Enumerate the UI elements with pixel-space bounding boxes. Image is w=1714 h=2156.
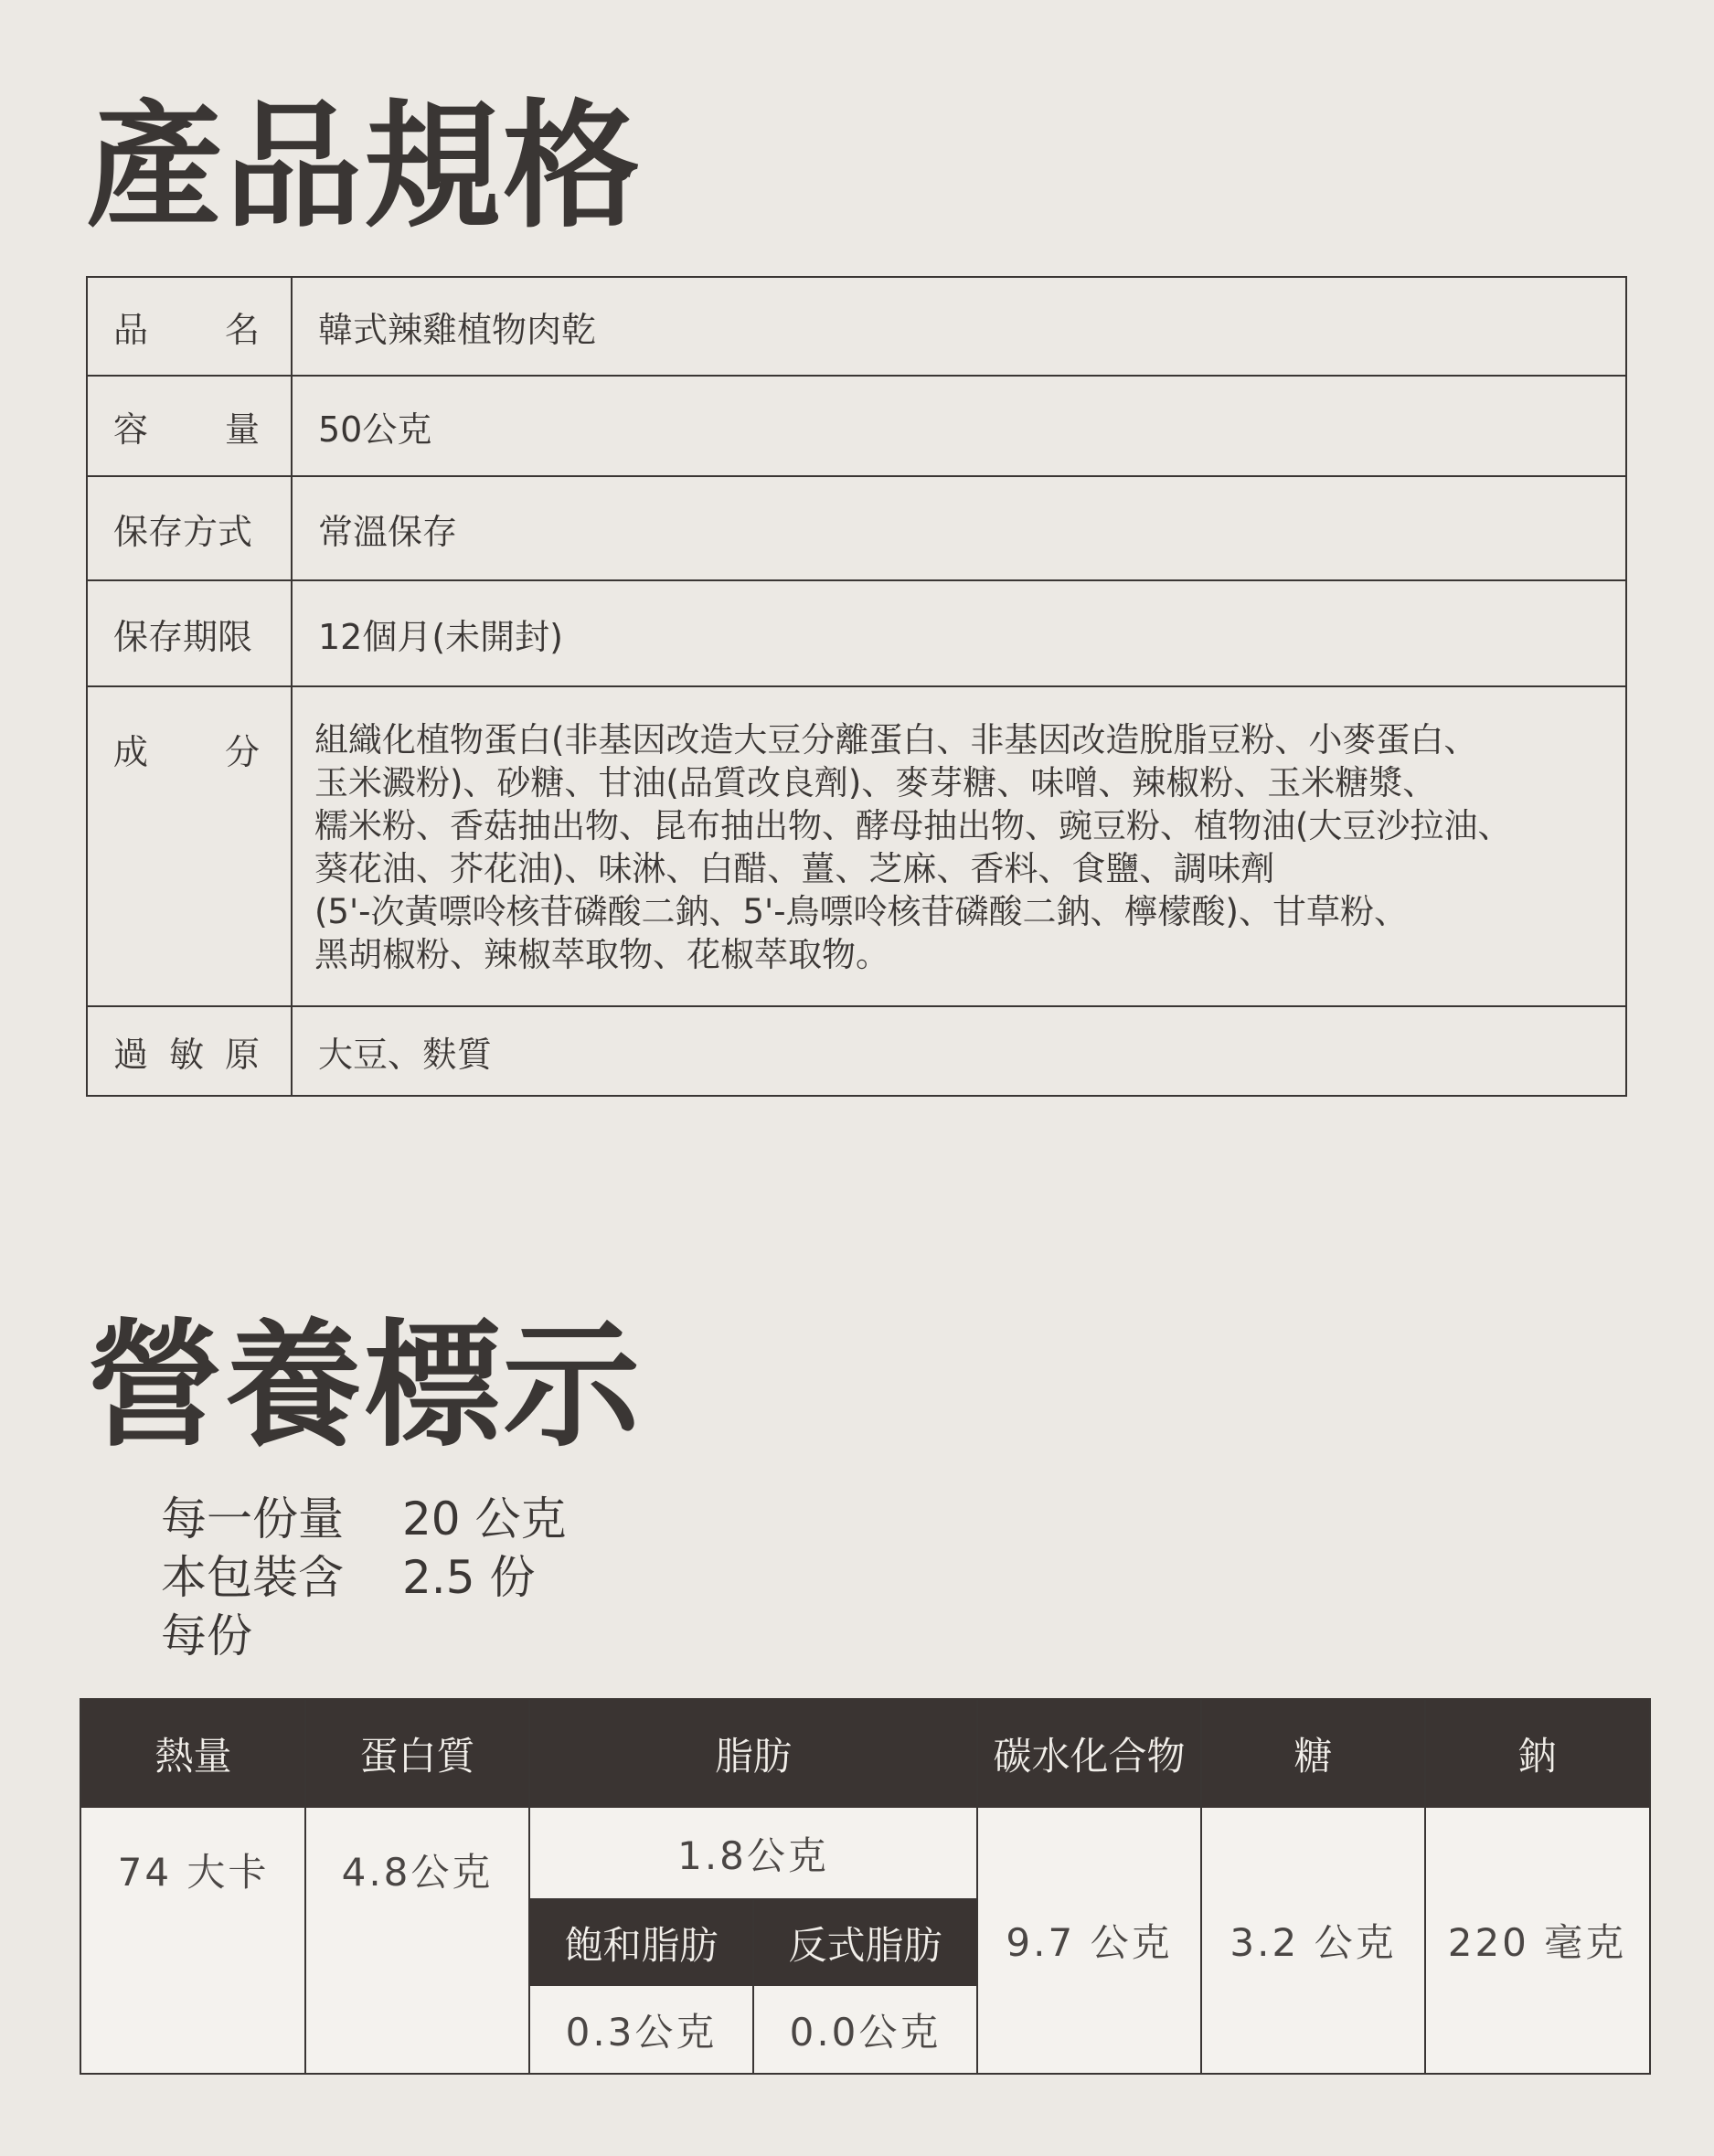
- ingredients-line: (5'-次黃嘌呤核苷磷酸二鈉、5'-鳥嘌呤核苷磷酸二鈉、檸檬酸)、甘草粉、: [314, 892, 1408, 931]
- value-saturated-fat: 0.3公克: [565, 2009, 718, 2055]
- spec-row-ingredients: [88, 685, 1625, 1005]
- spec-label-char: 分: [224, 732, 260, 772]
- spec-label-char: 敏: [168, 1034, 204, 1075]
- serving-key: 本包裝含: [161, 1551, 344, 1604]
- spec-label: [88, 377, 293, 475]
- column-divider: [1424, 1700, 1426, 2073]
- nutrition-title: 營養標示: [86, 1307, 643, 1466]
- serving-key: 每一份量: [161, 1492, 344, 1545]
- spec-label-char: 成: [113, 732, 149, 772]
- serving-key: 每份: [161, 1609, 252, 1662]
- per-serving: [161, 1607, 567, 1665]
- value-trans-fat: 0.0公克: [789, 2009, 942, 2055]
- spec-value: 常溫保存: [318, 511, 458, 552]
- value-sodium: 220 毫克: [1447, 1920, 1627, 1965]
- spec-row-name: [88, 278, 1625, 375]
- ingredients-line: 黑胡椒粉、辣椒萃取物、花椒萃取物。: [314, 935, 889, 974]
- spec-label: [88, 1007, 293, 1095]
- spec-label-char: 原: [224, 1034, 260, 1075]
- spec-table: [86, 276, 1627, 1097]
- spec-row-volume: [88, 375, 1625, 475]
- spec-label-char: 過: [113, 1034, 149, 1075]
- serving-value: 2.5 份: [402, 1551, 536, 1604]
- spec-value: 韓式辣雞植物肉乾: [318, 309, 597, 350]
- serving-size: [161, 1490, 567, 1548]
- spec-label-char: 容: [113, 409, 149, 450]
- spec-value: 大豆、麩質: [318, 1034, 493, 1075]
- spec-value: 50公克: [318, 409, 432, 450]
- spec-row-shelf-life: [88, 579, 1625, 685]
- serving-value: 20 公克: [402, 1492, 567, 1545]
- column-divider: [1200, 1700, 1202, 2073]
- header-saturated-fat: 飽和脂肪: [529, 1900, 753, 1986]
- header-fat: 脂肪: [529, 1700, 977, 1808]
- value-protein: 4.8公克: [341, 1850, 494, 1895]
- spec-title: 產品規格: [86, 88, 643, 247]
- spec-label-char: 品: [113, 309, 149, 350]
- spec-value: 12個月(未開封): [318, 616, 564, 657]
- column-divider: [752, 1900, 754, 2073]
- servings-per-pack: [161, 1548, 567, 1607]
- serving-info: [161, 1490, 567, 1665]
- header-sodium: 鈉: [1425, 1700, 1649, 1808]
- spec-label: 保存方式: [88, 477, 293, 579]
- header-trans-fat: 反式脂肪: [753, 1900, 977, 1986]
- header-sugar: 糖: [1201, 1700, 1425, 1808]
- value-fat: 1.8公克: [677, 1833, 829, 1878]
- ingredients-line: 玉米澱粉)、砂糖、甘油(品質改良劑)、麥芽糖、味噌、辣椒粉、玉米糖漿、: [314, 763, 1437, 802]
- value-sugar: 3.2 公克: [1230, 1920, 1397, 1965]
- spec-label-char: 名: [224, 309, 260, 350]
- header-protein: 蛋白質: [305, 1700, 529, 1808]
- ingredients-line: 組織化植物蛋白(非基因改造大豆分離蛋白、非基因改造脫脂豆粉、小麥蛋白、: [314, 720, 1478, 759]
- value-calories: 74 大卡: [117, 1850, 270, 1895]
- value-carbs: 9.7 公克: [1006, 1920, 1173, 1965]
- ingredients-line: 糯米粉、香菇抽出物、昆布抽出物、酵母抽出物、豌豆粉、植物油(大豆沙拉油、: [314, 806, 1512, 845]
- spec-label: 保存期限: [88, 581, 293, 685]
- column-divider: [976, 1700, 978, 2073]
- ingredients-line: 葵花油、芥花油)、味淋、白醋、薑、芝麻、香料、食鹽、調味劑: [314, 849, 1275, 888]
- spec-label-char: 量: [224, 409, 260, 450]
- spec-label: [88, 278, 293, 375]
- spec-row-allergens: [88, 1005, 1625, 1095]
- ingredients-text: [293, 687, 1625, 1005]
- spec-row-storage: [88, 475, 1625, 579]
- column-divider: [304, 1700, 306, 2073]
- column-divider: [528, 1700, 530, 2073]
- header-calories: 熱量: [81, 1700, 305, 1808]
- header-carbs: 碳水化合物: [977, 1700, 1201, 1808]
- spec-label: [88, 687, 293, 1005]
- nutrition-table: [80, 1698, 1651, 2075]
